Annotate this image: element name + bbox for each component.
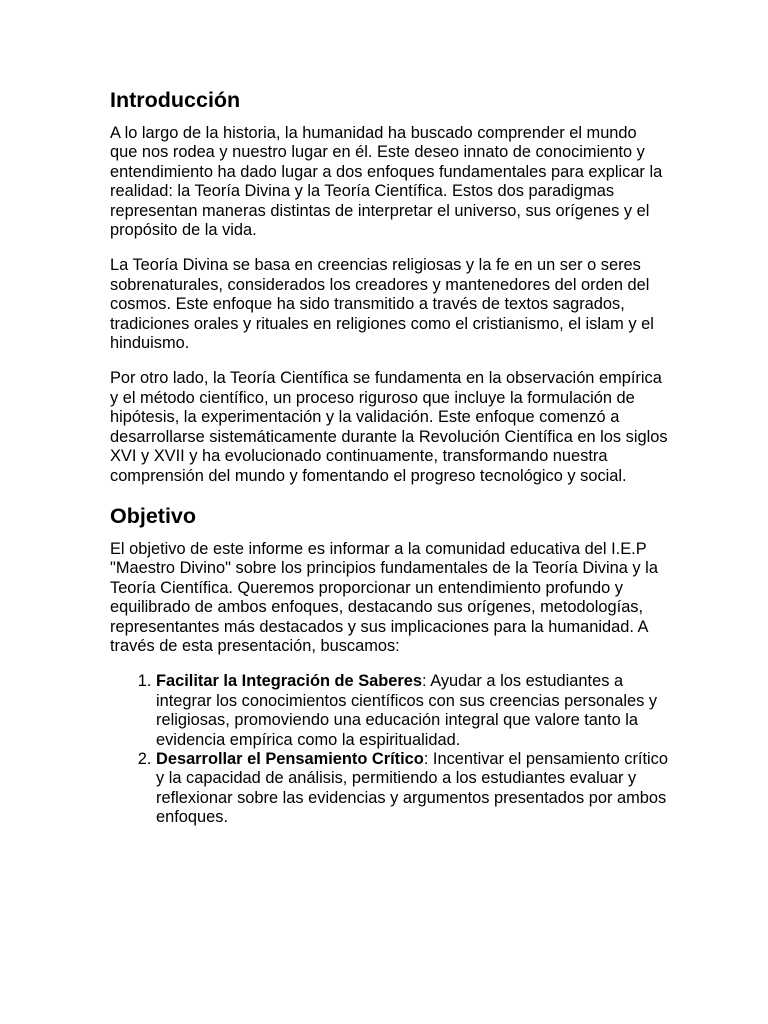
objective-heading: Objetivo	[110, 503, 197, 528]
objective-item-text: : Ayudar a los estudiantes a integrar los conocimientos científicos con sus creencias personales y religiosas, promoviendo una educación integral que valore tanto la evidencia empírica como la espiritualidad.	[156, 672, 658, 749]
objective-item-text: : Incentivar el pensamiento crítico y la capacidad de análisis, permitiendo a los estudiantes evaluar y reflexionar sobre las evidencias y argumentos presentados por ambos enfoques.	[156, 749, 668, 827]
intro-paragraph-2: La Teoría Divina se basa en creencias religiosas y la fe en un ser o seres sobrenaturales, considerados los creadores y mantenedores del orden del cosmos. Este enfoque ha sido transmitido a través de textos sagrados, tradiciones orales y rituales en religiones como el cristianismo, el islam y el hinduismo.	[110, 256, 654, 353]
objective-list	[110, 672, 668, 827]
objective-list-item	[156, 750, 668, 828]
intro-paragraph-3: Por otro lado, la Teoría Científica se fundamenta en la observación empírica y el método científico, un proceso riguroso que incluye la formulación de hipótesis, la experimentación y la validación. Este enfoque comenzó a desarrollarse sistemáticamente durante la Revolución Científica en los siglos XVI y XVII y ha evolucionado continuamente, transformando nuestra comprensión del mundo y fomentando el progreso tecnológico y social.	[110, 369, 668, 485]
intro-paragraph-1: A lo largo de la historia, la humanidad ha buscado comprender el mundo que nos rodea y nuestro lugar en él. Este deseo innato de conocimiento y entendimiento ha dado lugar a dos enfoques fundamentales para explicar la realidad: la Teoría Divina y la Teoría Científica. Estos dos paradigmas representan maneras distintas de interpretar el universo, sus orígenes y el propósito de la vida.	[110, 124, 663, 240]
objective-list-item	[156, 672, 668, 750]
objective-paragraph: El objetivo de este informe es informar a la comunidad educativa del I.E.P "Maestro Divino" sobre los principios fundamentales de la Teoría Divina y la Teoría Científica. Queremos proporcionar un entendimiento profundo y equilibrado de ambos enfoques, destacando sus orígenes, metodologías, representantes más destacados y sus implicaciones para la humanidad. A través de esta presentación, buscamos:	[110, 539, 658, 655]
objective-item-title: Facilitar la Integración de Saberes	[156, 672, 422, 691]
objective-item-title: Desarrollar el Pensamiento Crítico	[156, 749, 424, 768]
intro-heading: Introducción	[110, 88, 241, 112]
